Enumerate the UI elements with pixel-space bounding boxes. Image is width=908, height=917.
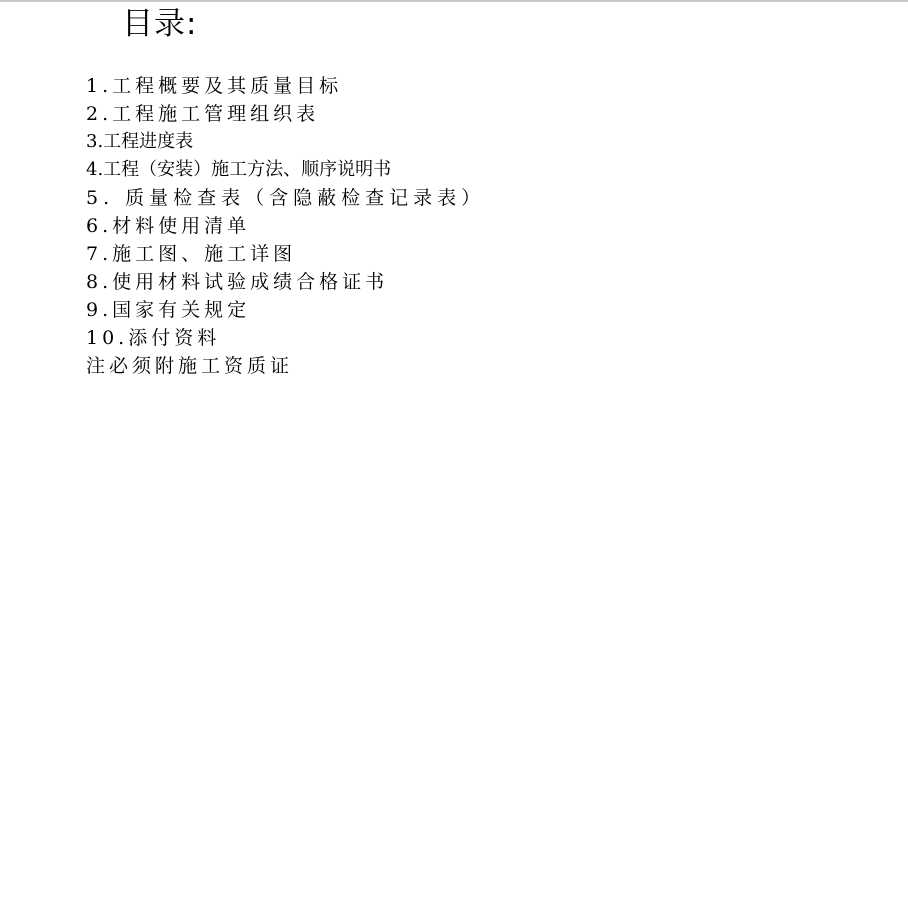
toc-item-1: 1.工程概要及其质量目标 bbox=[86, 75, 343, 97]
toc-item-3: 3.工程进度表 bbox=[86, 131, 194, 152]
toc-item-7: 7.施工图、施工详图 bbox=[86, 243, 297, 265]
toc-note: 注必须附施工资质证 bbox=[86, 355, 294, 377]
toc-item-10: 10.添付资料 bbox=[86, 327, 221, 349]
toc-item-9: 9.国家有关规定 bbox=[86, 299, 251, 321]
toc-item-8: 8.使用材料试验成绩合格证书 bbox=[86, 271, 389, 293]
page-title: 目录: bbox=[122, 6, 198, 42]
toc-item-2: 2.工程施工管理组织表 bbox=[86, 103, 320, 125]
toc-item-5: 5. 质量检查表（含隐蔽检查记录表） bbox=[86, 187, 486, 209]
table-of-contents bbox=[86, 72, 485, 380]
toc-item-6: 6.材料使用清单 bbox=[86, 215, 251, 237]
top-divider bbox=[0, 0, 908, 2]
toc-item-4: 4.工程（安装）施工方法、顺序说明书 bbox=[86, 159, 392, 180]
